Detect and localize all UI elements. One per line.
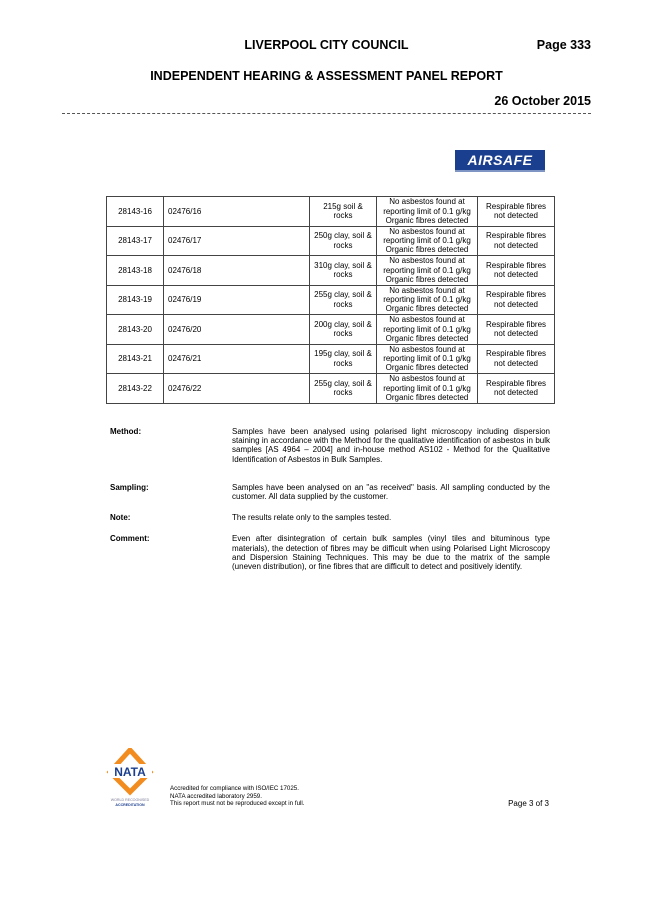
council-name: LIVERPOOL CITY COUNCIL (244, 38, 409, 52)
sample-mass-cell: 255g clay, soil & rocks (310, 374, 377, 404)
sample-id-cell: 28143-19 (107, 285, 164, 315)
airsafe-logo: AIRSAFE (455, 150, 545, 170)
method-label: Method: (110, 427, 142, 436)
notes-section (110, 427, 550, 571)
table-row (107, 256, 555, 286)
sample-id-cell: 28143-21 (107, 344, 164, 374)
asbestos-result-cell: No asbestos found at reporting limit of 0.1 g/kg Organic fibres detected (377, 285, 478, 315)
sample-mass-cell: 215g soil & rocks (310, 197, 377, 227)
sample-id-cell: 28143-17 (107, 226, 164, 256)
note-note (110, 513, 550, 522)
table-row (107, 344, 555, 374)
client-ref-cell: 02476/21 (164, 344, 310, 374)
note-text: The results relate only to the samples tested. (232, 513, 392, 523)
sampling-note (110, 483, 550, 501)
note-label: Note: (110, 513, 131, 523)
asbestos-result-cell: No asbestos found at reporting limit of 0.1 g/kg Organic fibres detected (377, 197, 478, 227)
client-ref-cell: 02476/19 (164, 285, 310, 315)
client-ref-cell: 02476/17 (164, 226, 310, 256)
client-ref-cell: 02476/20 (164, 315, 310, 345)
report-title: INDEPENDENT HEARING & ASSESSMENT PANEL REPORT (150, 69, 503, 83)
sampling-text: Samples have been analysed on an "as received" basis. All sampling conducted by the customer. All data supplied by the customer. (232, 482, 550, 502)
sample-mass-cell: 200g clay, soil & rocks (310, 315, 377, 345)
asbestos-result-cell: No asbestos found at reporting limit of 0.1 g/kg Organic fibres detected (377, 374, 478, 404)
sample-id-cell: 28143-22 (107, 374, 164, 404)
table-row (107, 374, 555, 404)
sample-mass-cell: 310g clay, soil & rocks (310, 256, 377, 286)
header-divider (62, 113, 591, 114)
table-row (107, 197, 555, 227)
footer-line-1: Accredited for compliance with ISO/IEC 17025. (170, 785, 299, 792)
client-ref-cell: 02476/18 (164, 256, 310, 286)
client-ref-cell: 02476/16 (164, 197, 310, 227)
asbestos-result-cell: No asbestos found at reporting limit of 0.1 g/kg Organic fibres detected (377, 256, 478, 286)
results-table (106, 196, 555, 404)
method-text: Samples have been analysed using polarised light microscopy including dispersion staining in accordance with the Method for the qualitative identification of asbestos in bulk samples [AS 4964 – 2004] and in-house method AS102 - Method for the Qualitative Identification of Asbestos in Bulk Samples. (232, 427, 550, 464)
footer-line-2: NATA accredited laboratory 2959. (170, 792, 262, 800)
sample-id-cell: 28143-18 (107, 256, 164, 286)
table-row (107, 285, 555, 315)
nata-caption: WORLD RECOGNISED (110, 798, 150, 802)
respirable-fibres-cell: Respirable fibres not detected (478, 315, 555, 345)
sample-mass-cell: 255g clay, soil & rocks (310, 285, 377, 315)
respirable-fibres-cell: Respirable fibres not detected (478, 344, 555, 374)
footer-accreditation-text (170, 785, 304, 808)
sample-id-cell: 28143-20 (107, 315, 164, 345)
sample-mass-cell: 250g clay, soil & rocks (310, 226, 377, 256)
comment-note (110, 534, 550, 571)
respirable-fibres-cell: Respirable fibres not detected (478, 197, 555, 227)
page-number: Page 333 (536, 38, 591, 52)
respirable-fibres-cell: Respirable fibres not detected (478, 226, 555, 256)
respirable-fibres-cell: Respirable fibres not detected (478, 374, 555, 404)
table-row (107, 315, 555, 345)
method-note (110, 427, 550, 464)
sample-mass-cell: 195g clay, soil & rocks (310, 344, 377, 374)
sampling-label: Sampling: (110, 482, 149, 492)
comment-label: Comment: (110, 534, 150, 544)
table-row (107, 226, 555, 256)
comment-text: Even after disintegration of certain bulk samples (vinyl tiles and bituminous type materials), the detection of fibres may be difficult when using Polarised Light Microscopy and Dispersion Staining Techniques. This may be due to the matrix of the sample (uneven distribution), or fine fibres that are difficult to detect and positively identify. (232, 534, 550, 572)
asbestos-result-cell: No asbestos found at reporting limit of 0.1 g/kg Organic fibres detected (377, 226, 478, 256)
footer-page-number: Page 3 of 3 (508, 799, 549, 808)
nata-logo-text: NATA (114, 765, 146, 779)
asbestos-result-cell: No asbestos found at reporting limit of 0.1 g/kg Organic fibres detected (377, 344, 478, 374)
asbestos-result-cell: No asbestos found at reporting limit of 0.1 g/kg Organic fibres detected (377, 315, 478, 345)
nata-accreditation: ACCREDITATION (115, 803, 145, 807)
client-ref-cell: 02476/22 (164, 374, 310, 404)
respirable-fibres-cell: Respirable fibres not detected (478, 256, 555, 286)
report-date: 26 October 2015 (494, 94, 591, 108)
sample-id-cell: 28143-16 (107, 197, 164, 227)
footer-line-3: This report must not be reproduced except in full. (170, 800, 305, 808)
airsafe-logo-underline (455, 170, 545, 172)
respirable-fibres-cell: Respirable fibres not detected (478, 285, 555, 315)
